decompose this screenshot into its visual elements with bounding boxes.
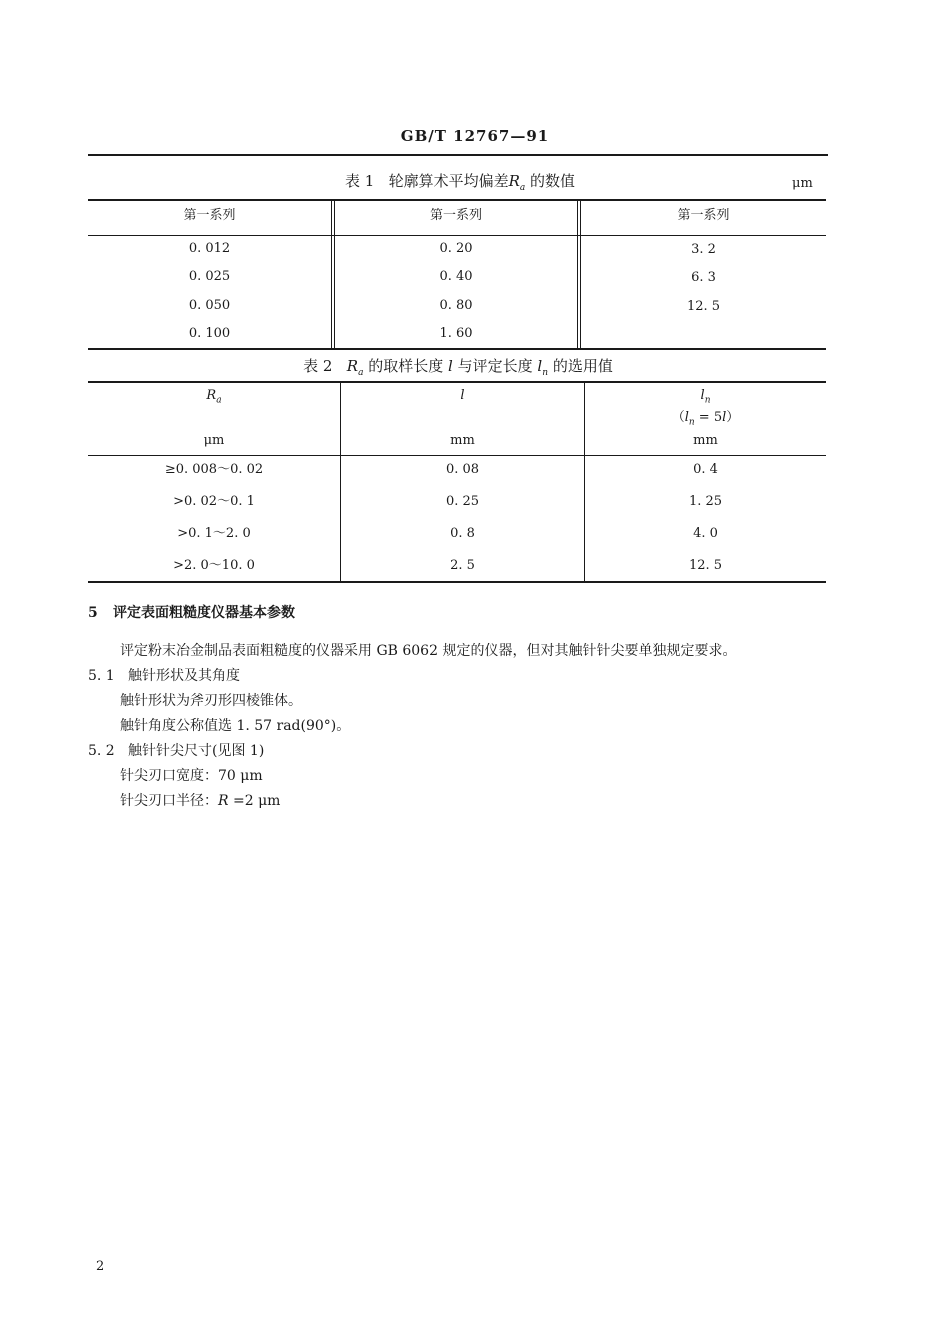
table2-header-ra: $R_a$ <box>206 388 222 406</box>
section-5-2-line2: 针尖刃口半径：R =2 μm <box>120 793 281 809</box>
section-5-paragraph: 评定粉末冶金制品表面粗糙度的仪器采用 GB 6062 规定的仪器，但对其触针针尖要单独规定要求。 <box>120 643 737 659</box>
section-5-1-line2: 触针角度公称值选 1. 57 rad(90°)。 <box>120 718 351 734</box>
table2-cell: 2. 5 <box>450 558 475 573</box>
section-5-1-line1: 触针形状为斧刃形四棱锥体。 <box>120 693 302 709</box>
table2-header-ln-note: $(l_n = 5l)$ <box>671 410 740 428</box>
table2-top-rule <box>88 381 826 383</box>
table1-title: 表 1 轮廓算术平均偏差$R_a$ 的数值 <box>344 172 576 193</box>
table1-cell: 0. 050 <box>188 298 231 313</box>
table2-header-l-unit: mm <box>450 433 475 448</box>
table2-title: 表 2 $R_a$ 的取样长度 l 与评定长度 $l_n$ 的选用值 <box>303 357 613 378</box>
section-5-1-heading: 触针形状及其角度 <box>128 668 240 684</box>
table2-cell: 0. 4 <box>693 462 718 477</box>
table2-cell: >0. 1～2. 0 <box>177 526 251 541</box>
table1-cell: 0. 40 <box>439 269 473 284</box>
table1-cell: 6. 3 <box>691 270 716 285</box>
table1-header-col1: 第一系列 <box>183 208 236 223</box>
table1-cell: 0. 012 <box>188 241 231 256</box>
section-5-1-number: 5. 1 <box>88 668 115 684</box>
section-5-2-heading: 触针针尖尺寸(见图 1) <box>128 743 265 759</box>
table2-header-l: l <box>460 388 465 403</box>
table1-header-rule <box>88 235 826 236</box>
header-rule <box>88 154 828 156</box>
table1-cell: 0. 025 <box>188 269 231 284</box>
section-5-2-line1: 针尖刃口宽度：70 μm <box>120 768 263 784</box>
table2-header-ra-unit: μm <box>203 433 225 448</box>
table2-cell: 0. 08 <box>445 462 480 477</box>
table1-cell: 12. 5 <box>686 299 721 314</box>
section-5-heading: 评定表面粗糙度仪器基本参数 <box>113 605 295 621</box>
table1-cell: 1. 60 <box>439 326 473 341</box>
table1-cell: 0. 20 <box>439 241 473 256</box>
page-number: 2 <box>96 1259 105 1274</box>
table1-unit: μm <box>792 176 813 191</box>
table2-cell: 4. 0 <box>693 526 718 541</box>
table2-header-ln: $l_n$ <box>700 388 711 406</box>
table2-header-ln-unit: mm <box>693 433 718 448</box>
table1-cell: 0. 100 <box>188 326 231 341</box>
section-5-2-number: 5. 2 <box>88 743 115 759</box>
table2-cell: >2. 0～10. 0 <box>173 558 255 573</box>
table1-divider-1a <box>331 200 332 348</box>
table2-header-rule <box>88 455 826 456</box>
section-5-number: 5 <box>88 605 98 621</box>
table1-bottom-rule <box>88 348 826 350</box>
table1-cell: 0. 80 <box>439 298 473 313</box>
table1-header-col2: 第一系列 <box>429 208 482 223</box>
table2-cell: ≥0. 008～0. 02 <box>164 462 264 477</box>
table2-cell: >0. 02～0. 1 <box>173 494 255 509</box>
standard-number: GB/T 12767—91 <box>400 127 550 145</box>
table2-cell: 12. 5 <box>688 558 723 573</box>
table2-cell: 0. 25 <box>445 494 480 509</box>
table2-divider-1 <box>340 382 341 582</box>
table2-cell: 1. 25 <box>688 494 723 509</box>
table1-top-rule <box>88 199 826 201</box>
table1-header-col3: 第一系列 <box>677 208 730 223</box>
table1-divider-2a <box>577 200 578 348</box>
table2-cell: 0. 8 <box>450 526 475 541</box>
table2-bottom-rule <box>88 581 826 583</box>
table1-cell: 3. 2 <box>691 242 716 257</box>
